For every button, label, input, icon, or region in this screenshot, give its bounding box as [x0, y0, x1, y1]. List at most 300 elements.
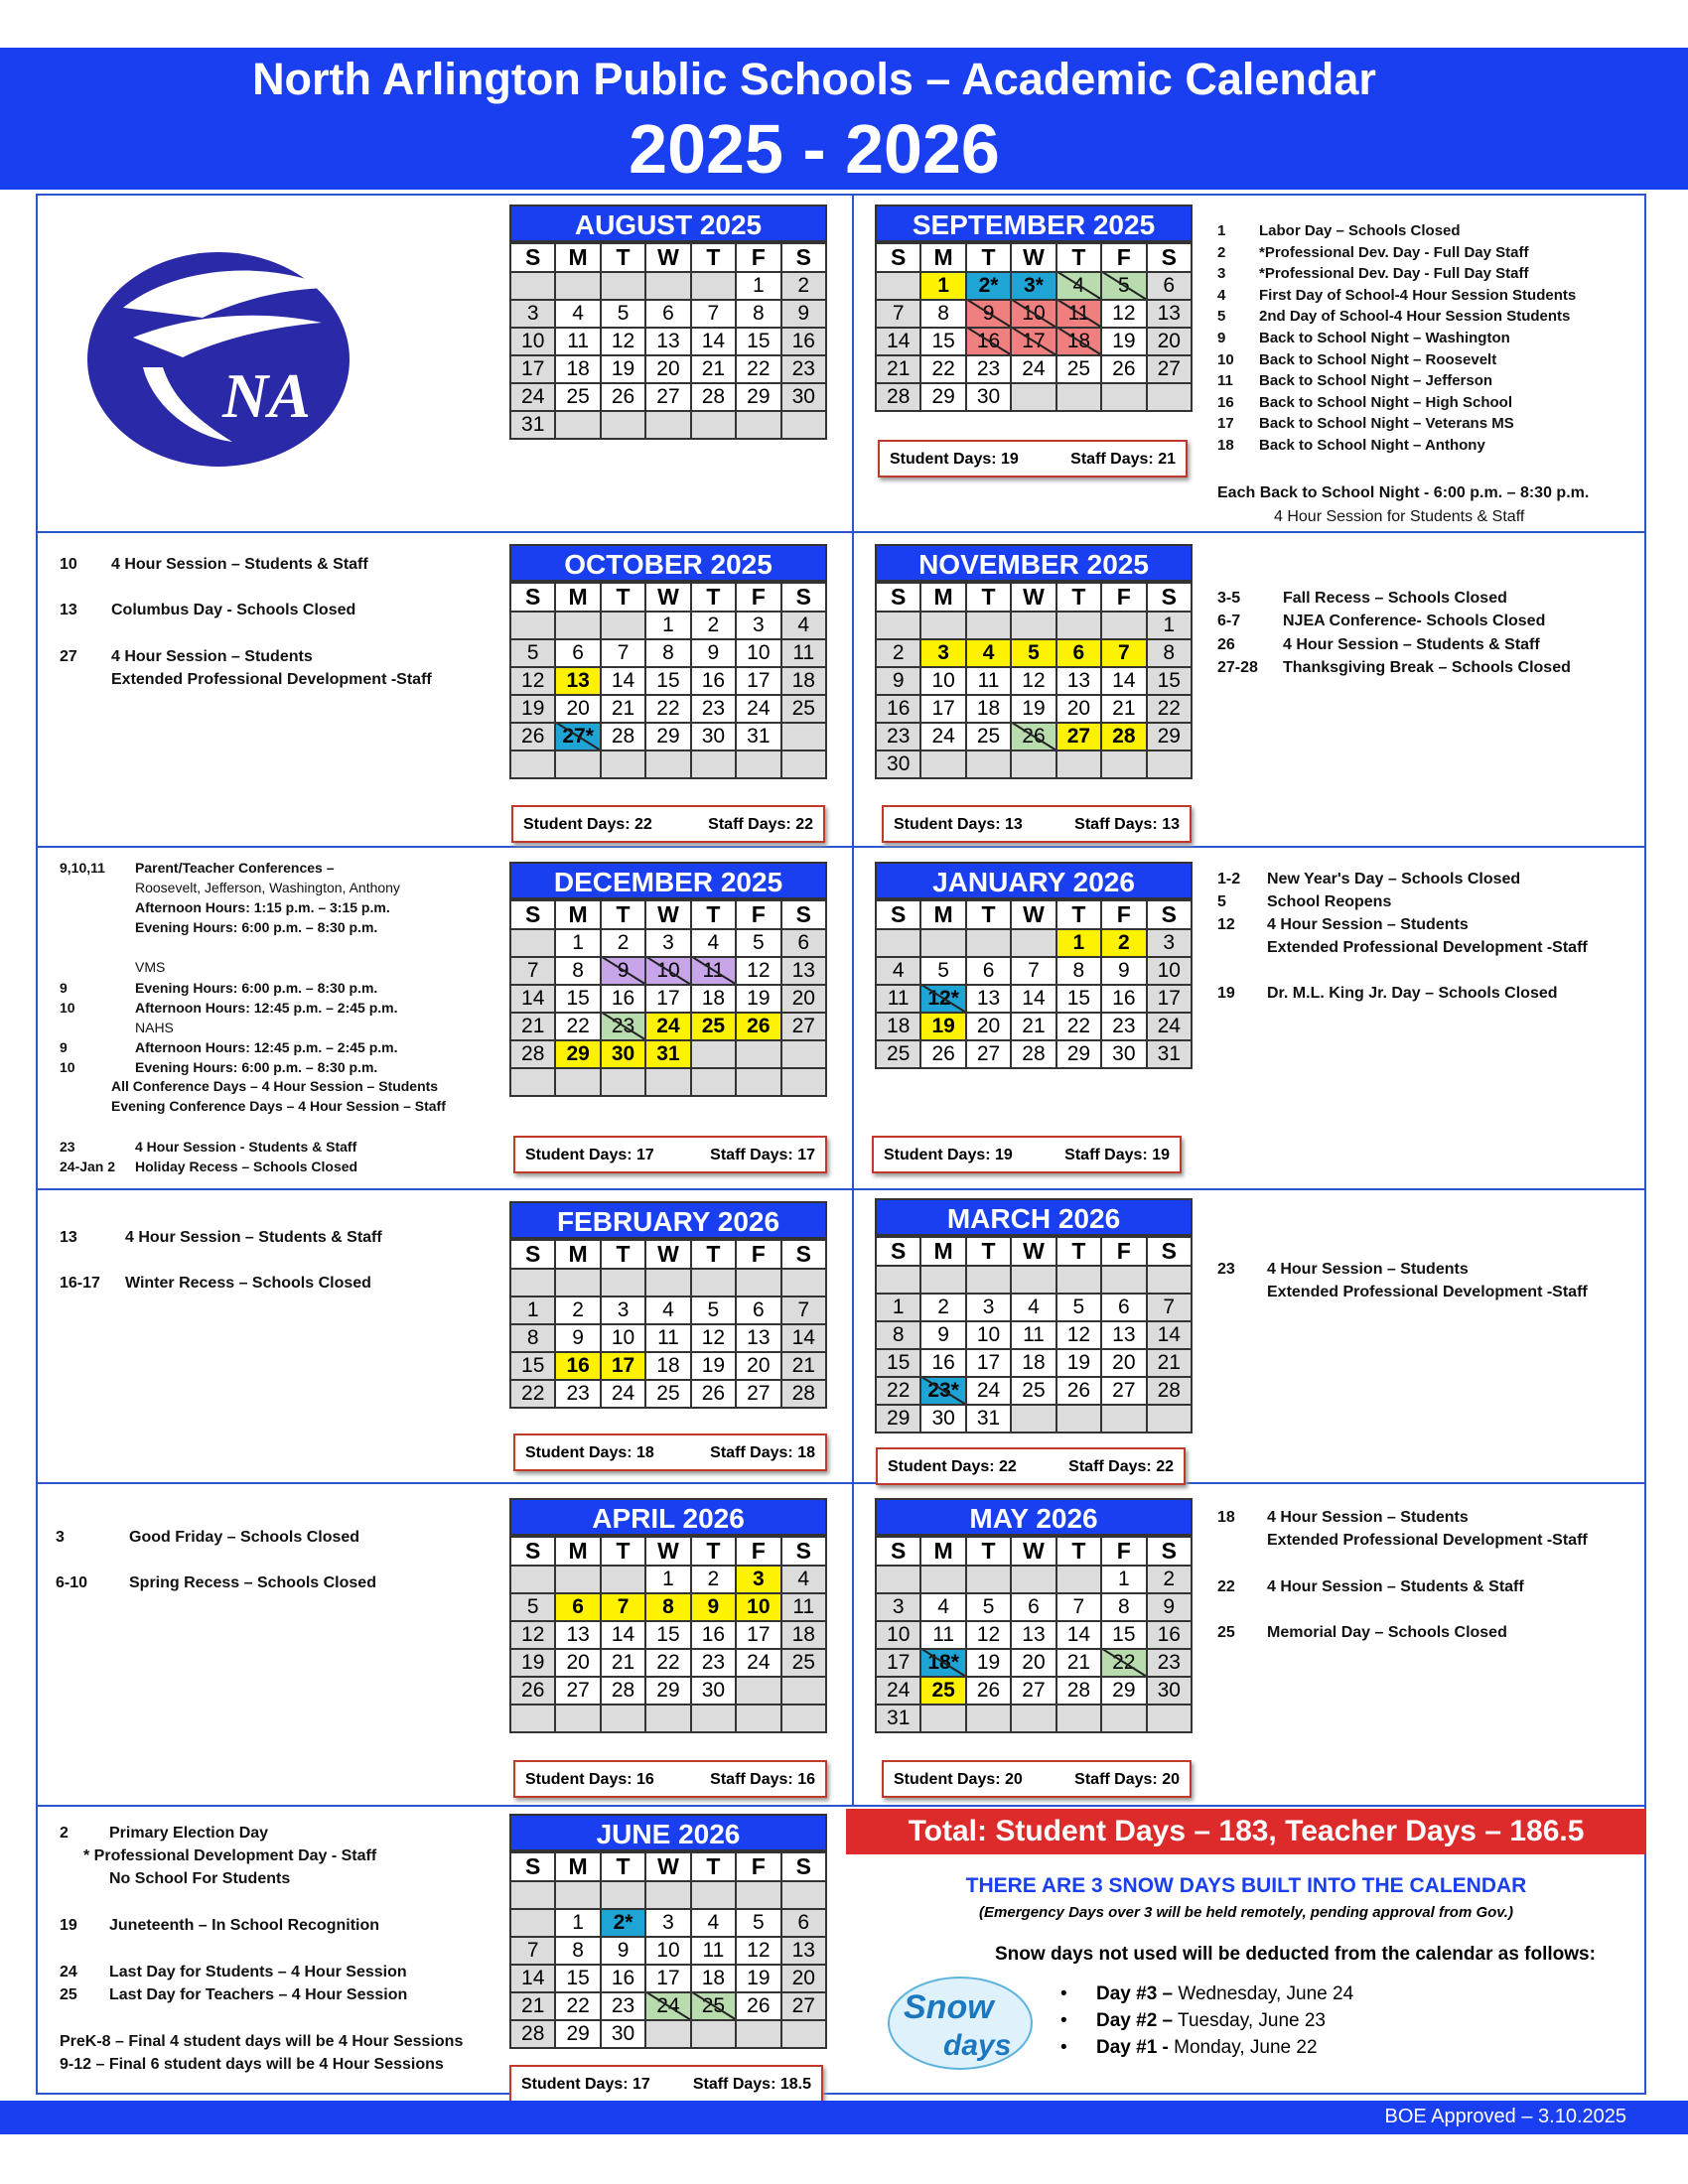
week-row — [510, 272, 826, 300]
note-text: Back to School Night – Jefferson — [1259, 372, 1493, 390]
day-cell: 16 — [601, 1965, 645, 1992]
empty-day-cell — [736, 1040, 780, 1068]
day-cell: 5 — [691, 1297, 736, 1324]
day-cell: 1 — [555, 929, 600, 957]
days-summary — [513, 1433, 827, 1471]
empty-day-cell — [876, 272, 920, 300]
day-cell: 18 — [781, 1621, 826, 1649]
day-cell: 23 — [555, 1380, 600, 1408]
note-text: Afternoon Hours: 12:45 p.m. – 2:45 p.m. — [135, 1000, 398, 1016]
weekday-header: M — [920, 1237, 965, 1266]
day-cell: 23 — [601, 1992, 645, 2020]
note-text: PreK-8 – Final 4 student days will be 4 Hour Sessions — [60, 2033, 464, 2050]
weekday-header: S — [1147, 1237, 1192, 1266]
empty-day-cell — [1056, 751, 1101, 778]
day-cell: 1 — [876, 1294, 920, 1321]
day-cell: 6 — [1101, 1294, 1146, 1321]
empty-day-cell — [736, 1705, 780, 1732]
day-cell: 27 — [555, 1677, 600, 1705]
weekday-header: T — [691, 900, 736, 929]
week-row — [876, 1566, 1192, 1593]
empty-day-cell — [966, 929, 1011, 957]
day-cell: 2 — [601, 929, 645, 957]
note-text: 4 Hour Session – Students & Staff — [1283, 635, 1540, 653]
weekday-header: T — [691, 1537, 736, 1566]
day-cell: 22 — [555, 1013, 600, 1040]
day-cell: 23 — [691, 1649, 736, 1677]
empty-day-cell — [736, 411, 780, 439]
empty-day-cell — [691, 2020, 736, 2048]
note-text: First Day of School-4 Hour Session Students — [1259, 286, 1577, 304]
day-cell: 15 — [645, 667, 690, 695]
day-cell: 26 — [920, 1040, 965, 1068]
week-row — [876, 1677, 1192, 1705]
weekday-header: S — [876, 243, 920, 272]
day-cell: 28 — [1011, 1040, 1055, 1068]
day-cell: 4 — [1056, 272, 1101, 300]
weekday-header: S — [781, 1537, 826, 1566]
empty-day-cell — [1101, 383, 1146, 411]
day-cell: 4 — [1011, 1294, 1055, 1321]
day-cell: 17 — [645, 985, 690, 1013]
day-cell: 6 — [781, 929, 826, 957]
day-cell: 24 — [645, 1013, 690, 1040]
day-cell: 17 — [601, 1352, 645, 1380]
day-cell: 10 — [736, 639, 780, 667]
week-row — [510, 751, 826, 778]
day-cell: 27 — [781, 1013, 826, 1040]
note-date: 24 — [60, 1964, 77, 1980]
empty-day-cell — [966, 1266, 1011, 1294]
day-cell: 11 — [781, 639, 826, 667]
day-cell: 9 — [876, 667, 920, 695]
week-row — [510, 1705, 826, 1732]
day-cell: 23* — [920, 1377, 965, 1405]
week-row — [510, 1297, 826, 1324]
weekday-header: S — [876, 1237, 920, 1266]
weekday-header: T — [601, 1537, 645, 1566]
weekday-header: T — [691, 1852, 736, 1881]
day-cell: 20 — [736, 1352, 780, 1380]
empty-day-cell — [645, 1068, 690, 1096]
snow-days-logo — [886, 1974, 1035, 2073]
day-cell: 16 — [920, 1349, 965, 1377]
empty-day-cell — [555, 1881, 600, 1909]
empty-day-cell — [1011, 612, 1055, 639]
note-text: 2nd Day of School-4 Hour Session Students — [1259, 308, 1571, 326]
empty-day-cell — [876, 1266, 920, 1294]
staff-days: Staff Days: 18 — [710, 1444, 815, 1461]
weekday-header: T — [691, 243, 736, 272]
day-cell: 29 — [736, 383, 780, 411]
day-cell: 19 — [601, 355, 645, 383]
weekday-header: T — [601, 1852, 645, 1881]
day-cell: 31 — [876, 1705, 920, 1732]
day-cell: 11 — [1056, 300, 1101, 328]
note-date: 25 — [1217, 1624, 1235, 1641]
week-row — [876, 1593, 1192, 1621]
weekday-header: S — [781, 1852, 826, 1881]
day-cell: 25 — [555, 383, 600, 411]
note-date: 25 — [60, 1986, 77, 2003]
empty-day-cell — [736, 1881, 780, 1909]
day-cell: 11 — [781, 1593, 826, 1621]
school-year: 2025 - 2026 — [629, 110, 1000, 188]
day-cell: 2 — [691, 1566, 736, 1593]
week-row — [510, 612, 826, 639]
days-summary — [513, 1760, 827, 1798]
days-summary — [876, 1447, 1186, 1485]
note-date: 10 — [60, 556, 77, 573]
empty-day-cell — [736, 751, 780, 778]
day-cell: 4 — [555, 300, 600, 328]
day-cell: 21 — [1011, 1013, 1055, 1040]
empty-day-cell — [555, 1269, 600, 1297]
note-date: 1 — [1217, 222, 1226, 239]
empty-day-cell — [601, 1881, 645, 1909]
student-days: Student Days: 22 — [523, 816, 652, 833]
note-date: 18 — [1217, 1509, 1235, 1526]
empty-day-cell — [1056, 612, 1101, 639]
weekday-header: T — [691, 1240, 736, 1269]
back-to-school-note: Each Back to School Night - 6:00 p.m. – 8:30 p.m. — [1217, 484, 1590, 501]
empty-day-cell — [691, 1040, 736, 1068]
day-cell: 20 — [1147, 328, 1192, 355]
empty-day-cell — [601, 411, 645, 439]
month-title: FEBRUARY 2026 — [509, 1201, 827, 1239]
day-cell: 14 — [510, 1965, 555, 1992]
day-cell: 20 — [781, 1965, 826, 1992]
empty-day-cell — [691, 411, 736, 439]
empty-day-cell — [1011, 929, 1055, 957]
month-title: APRIL 2026 — [509, 1498, 827, 1536]
note-text: 4 Hour Session – Students — [1267, 1261, 1469, 1278]
week-row — [510, 1621, 826, 1649]
note-date: 16 — [1217, 393, 1234, 411]
day-cell: 29 — [1101, 1677, 1146, 1705]
day-cell: 13 — [645, 328, 690, 355]
empty-day-cell — [645, 1705, 690, 1732]
day-cell: 19 — [736, 1965, 780, 1992]
day-cell: 10 — [645, 1937, 690, 1965]
day-cell: 30 — [966, 383, 1011, 411]
week-row — [876, 1405, 1192, 1433]
day-cell: 26 — [736, 1992, 780, 2020]
day-cell: 8 — [1101, 1593, 1146, 1621]
day-cell: 18 — [555, 355, 600, 383]
row-divider — [36, 1805, 1646, 1807]
empty-day-cell — [510, 929, 555, 957]
day-cell: 8 — [876, 1321, 920, 1349]
day-cell: 19 — [1056, 1349, 1101, 1377]
empty-day-cell — [966, 612, 1011, 639]
day-cell: 28 — [510, 2020, 555, 2048]
day-cell: 20 — [645, 355, 690, 383]
day-cell: 10 — [1011, 300, 1055, 328]
day-cell: 12* — [920, 985, 965, 1013]
day-cell: 22 — [1147, 695, 1192, 723]
day-cell: 29 — [645, 723, 690, 751]
month-calendar — [875, 544, 1193, 779]
note-date: 11 — [1217, 372, 1233, 390]
day-cell: 6 — [736, 1297, 780, 1324]
empty-day-cell — [691, 1705, 736, 1732]
month-title: JANUARY 2026 — [875, 862, 1193, 899]
week-row — [876, 355, 1192, 383]
note-date: 19 — [60, 1917, 77, 1934]
day-cell: 7 — [1056, 1593, 1101, 1621]
empty-day-cell — [736, 2020, 780, 2048]
day-cell: 22 — [736, 355, 780, 383]
day-cell: 18 — [645, 1352, 690, 1380]
week-row — [510, 2020, 826, 2048]
day-cell: 8 — [645, 1593, 690, 1621]
day-cell: 25 — [966, 723, 1011, 751]
day-cell: 12 — [736, 1937, 780, 1965]
weekday-header: W — [1011, 583, 1055, 612]
day-cell: 25 — [920, 1677, 965, 1705]
day-cell: 15 — [510, 1352, 555, 1380]
empty-day-cell — [876, 1566, 920, 1593]
empty-day-cell — [781, 1705, 826, 1732]
day-cell: 6 — [966, 957, 1011, 985]
empty-day-cell — [876, 612, 920, 639]
day-cell: 8 — [736, 300, 780, 328]
day-cell: 27 — [966, 1040, 1011, 1068]
day-cell: 9 — [601, 957, 645, 985]
empty-day-cell — [555, 411, 600, 439]
note-date: 23 — [1217, 1261, 1235, 1278]
day-cell: 21 — [1101, 695, 1146, 723]
staff-days: Staff Days: 21 — [1070, 451, 1176, 468]
note-text: NAHS — [135, 1020, 174, 1035]
empty-day-cell — [1056, 1705, 1101, 1732]
day-cell: 30 — [1101, 1040, 1146, 1068]
weekday-header: S — [510, 1537, 555, 1566]
day-cell: 27 — [1011, 1677, 1055, 1705]
weekday-header: F — [736, 243, 780, 272]
day-cell: 5 — [736, 929, 780, 957]
day-cell: 17 — [736, 1621, 780, 1649]
day-cell: 14 — [1011, 985, 1055, 1013]
empty-day-cell — [920, 929, 965, 957]
weekday-header: T — [601, 583, 645, 612]
weekday-header: T — [1056, 243, 1101, 272]
day-cell: 1 — [736, 272, 780, 300]
empty-day-cell — [645, 2020, 690, 2048]
week-row — [876, 985, 1192, 1013]
day-cell: 19 — [966, 1649, 1011, 1677]
empty-day-cell — [736, 1269, 780, 1297]
day-cell: 16 — [691, 1621, 736, 1649]
day-cell: 30 — [601, 1040, 645, 1068]
note-date: 9 — [60, 980, 68, 996]
day-cell: 17 — [1147, 985, 1192, 1013]
day-cell: 21 — [601, 1649, 645, 1677]
note-date: 18 — [1217, 437, 1234, 454]
day-cell: 26 — [736, 1013, 780, 1040]
weekday-header: M — [555, 900, 600, 929]
note-text: Parent/Teacher Conferences – — [135, 860, 335, 876]
week-row — [876, 957, 1192, 985]
note-date: 10 — [60, 1000, 75, 1016]
staff-days: Staff Days: 18.5 — [692, 2076, 811, 2093]
weekday-header: S — [1147, 243, 1192, 272]
empty-day-cell — [691, 1269, 736, 1297]
day-cell: 30 — [781, 383, 826, 411]
weekday-header: S — [510, 1852, 555, 1881]
day-cell: 24 — [736, 1649, 780, 1677]
week-row — [876, 929, 1192, 957]
week-row — [876, 300, 1192, 328]
day-cell: 7 — [510, 957, 555, 985]
row-divider — [36, 1482, 1646, 1484]
day-cell: 4 — [920, 1593, 965, 1621]
note-text: Afternoon Hours: 1:15 p.m. – 3:15 p.m. — [135, 899, 390, 915]
month-calendar — [509, 544, 827, 779]
day-cell: 16 — [1147, 1621, 1192, 1649]
empty-day-cell — [555, 1566, 600, 1593]
day-cell: 24 — [736, 695, 780, 723]
day-cell: 24 — [510, 383, 555, 411]
weekday-header: M — [920, 1537, 965, 1566]
week-row — [510, 1937, 826, 1965]
day-cell: 8 — [645, 639, 690, 667]
day-cell: 10 — [966, 1321, 1011, 1349]
empty-day-cell — [601, 1269, 645, 1297]
day-cell: 25 — [1056, 355, 1101, 383]
day-cell: 17 — [920, 695, 965, 723]
note-text: Evening Hours: 6:00 p.m. – 8:30 p.m. — [135, 980, 378, 996]
note-text: Labor Day – Schools Closed — [1259, 222, 1461, 239]
day-cell: 14 — [510, 985, 555, 1013]
weekday-header: M — [920, 900, 965, 929]
day-cell: 20 — [1011, 1649, 1055, 1677]
month-calendar — [875, 862, 1193, 1069]
student-days: Student Days: 19 — [890, 451, 1019, 468]
weekday-header: W — [1011, 1537, 1055, 1566]
day-cell: 14 — [876, 328, 920, 355]
weekday-header: S — [510, 900, 555, 929]
note-date: 3-5 — [1217, 590, 1241, 607]
weekday-header: T — [966, 243, 1011, 272]
day-cell: 24 — [1147, 1013, 1192, 1040]
day-cell: 18 — [691, 1965, 736, 1992]
weekday-header: M — [555, 1240, 600, 1269]
day-cell: 18 — [781, 667, 826, 695]
week-row — [510, 1881, 826, 1909]
empty-day-cell — [1056, 1566, 1101, 1593]
month-calendar — [509, 1201, 827, 1409]
days-summary — [882, 1760, 1192, 1798]
snow-day-item: • Day #3 – Wednesday, June 24 — [1060, 1983, 1354, 2004]
day-cell: 8 — [920, 300, 965, 328]
day-cell: 16 — [555, 1352, 600, 1380]
day-cell: 7 — [510, 1937, 555, 1965]
week-row — [876, 272, 1192, 300]
note-date: 16-17 — [60, 1275, 100, 1292]
empty-day-cell — [781, 411, 826, 439]
empty-day-cell — [1011, 1405, 1055, 1433]
day-cell: 16 — [876, 695, 920, 723]
student-days: Student Days: 18 — [525, 1444, 654, 1461]
day-cell: 21 — [691, 355, 736, 383]
month-calendar — [509, 862, 827, 1097]
note-date: 4 — [1217, 286, 1226, 304]
day-cell: 3 — [736, 612, 780, 639]
week-row — [876, 328, 1192, 355]
student-days: Student Days: 16 — [525, 1771, 654, 1788]
days-summary — [882, 805, 1192, 843]
day-cell: 2 — [781, 272, 826, 300]
student-days: Student Days: 20 — [894, 1771, 1023, 1788]
note-text: Extended Professional Development -Staff — [1267, 1284, 1588, 1300]
day-cell: 21 — [601, 695, 645, 723]
note-text: NJEA Conference- Schools Closed — [1283, 613, 1546, 630]
month-title: OCTOBER 2025 — [509, 544, 827, 582]
day-cell: 28 — [691, 383, 736, 411]
day-cell: 22 — [1101, 1649, 1146, 1677]
approval-note: BOE Approved – 3.10.2025 — [1384, 2106, 1626, 2127]
day-cell: 20 — [1056, 695, 1101, 723]
day-cell: 18 — [1056, 328, 1101, 355]
week-row — [876, 1266, 1192, 1294]
day-cell: 4 — [781, 1566, 826, 1593]
student-days: Student Days: 17 — [525, 1147, 654, 1163]
day-cell: 7 — [1011, 957, 1055, 985]
week-row — [510, 1965, 826, 1992]
empty-day-cell — [691, 1881, 736, 1909]
note-date: 10 — [60, 1059, 75, 1075]
day-cell: 24 — [645, 1992, 690, 2020]
note-text: Extended Professional Development -Staff — [1267, 939, 1588, 956]
empty-day-cell — [510, 1909, 555, 1937]
day-cell: 5 — [1011, 639, 1055, 667]
empty-day-cell — [920, 751, 965, 778]
note-text: *Professional Dev. Day - Full Day Staff — [1259, 265, 1529, 283]
note-text: Evening Conference Days – 4 Hour Session – Staff — [111, 1098, 446, 1114]
week-row — [510, 1269, 826, 1297]
day-cell: 31 — [736, 723, 780, 751]
day-cell: 25 — [645, 1380, 690, 1408]
day-cell: 2* — [966, 272, 1011, 300]
day-cell: 3 — [645, 929, 690, 957]
empty-day-cell — [510, 272, 555, 300]
day-cell: 15 — [645, 1621, 690, 1649]
day-cell: 25 — [876, 1040, 920, 1068]
day-cell: 1 — [920, 272, 965, 300]
staff-days: Staff Days: 20 — [1074, 1771, 1180, 1788]
day-cell: 5 — [601, 300, 645, 328]
column-divider — [852, 194, 854, 1807]
week-row — [510, 355, 826, 383]
day-cell: 21 — [876, 355, 920, 383]
days-summary — [872, 1136, 1182, 1173]
day-cell: 3 — [966, 1294, 1011, 1321]
weekday-header: F — [1101, 583, 1146, 612]
day-cell: 13 — [781, 957, 826, 985]
days-summary — [513, 1136, 827, 1173]
header-banner — [0, 48, 1688, 190]
month-title: MARCH 2026 — [875, 1198, 1193, 1236]
day-cell: 8 — [555, 1937, 600, 1965]
weekday-header: W — [645, 900, 690, 929]
day-cell: 20 — [1101, 1349, 1146, 1377]
day-cell: 22 — [1056, 1013, 1101, 1040]
day-cell: 9 — [966, 300, 1011, 328]
note-text: Extended Professional Development -Staff — [111, 671, 432, 688]
day-cell: 22 — [645, 695, 690, 723]
